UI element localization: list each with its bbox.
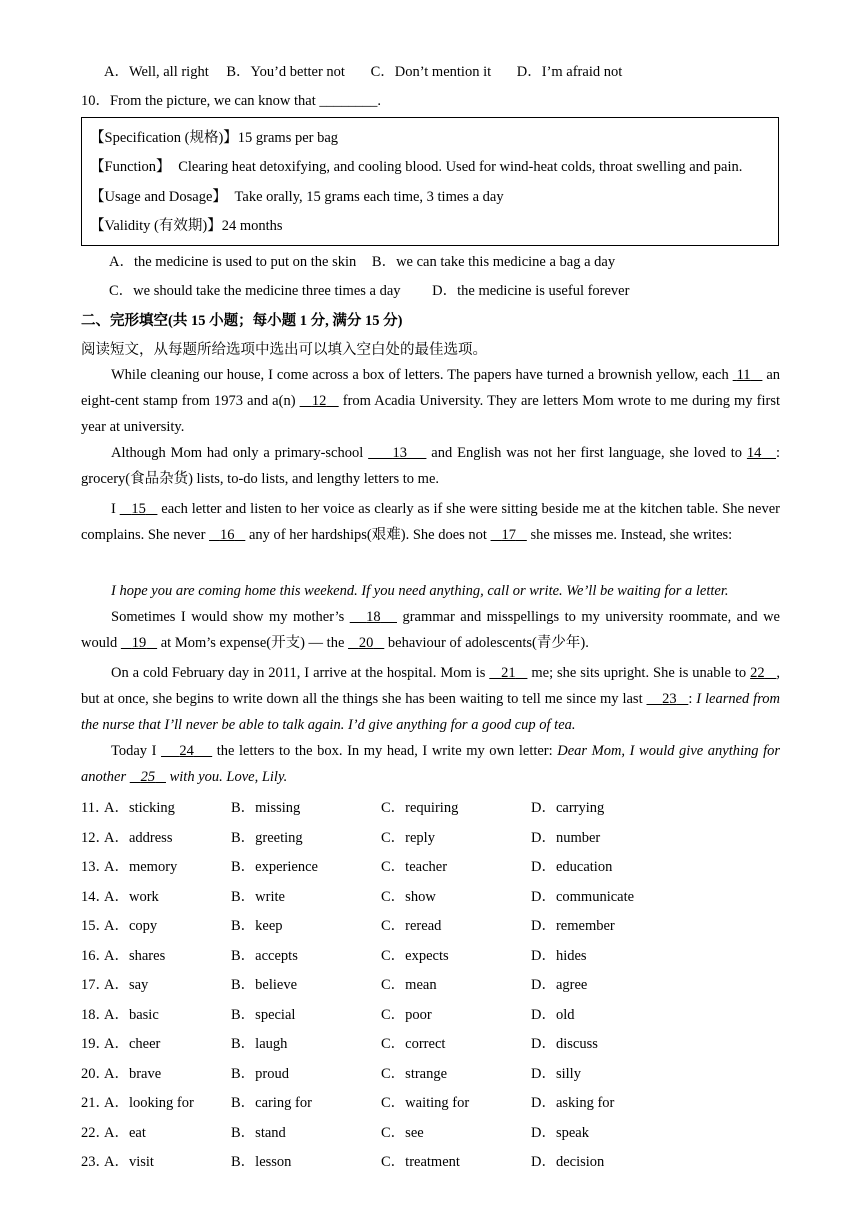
text: I learned from the nurse that I’ll never be able to talk again. I’d give anything for a good cup of tea. bbox=[81, 691, 781, 734]
label-head: 【Validity (有效期)】 bbox=[90, 218, 222, 234]
option-b: B．experience bbox=[231, 859, 318, 875]
label-specification bbox=[90, 126, 338, 147]
option-a: A．basic bbox=[104, 1006, 159, 1023]
question-number: 11． bbox=[81, 800, 110, 816]
text: Today I bbox=[111, 743, 162, 759]
q10-option-a: A．the medicine is used to put on the skin bbox=[109, 254, 357, 270]
blank-12: 12 bbox=[311, 393, 327, 410]
text: from Acadia University. They are letters Mom wrote to me during my first year at university. bbox=[81, 393, 781, 436]
option-a: A．address bbox=[104, 829, 173, 846]
label-function bbox=[90, 155, 742, 176]
text: me; she sits upright. She is unable to bbox=[527, 665, 751, 681]
label-text: Take orally, 15 grams each time, 3 times a day bbox=[230, 189, 504, 205]
option-d: D．decision bbox=[531, 1154, 605, 1170]
option-d: D．asking for bbox=[531, 1095, 615, 1111]
medicine-label-box bbox=[81, 117, 779, 246]
question-row bbox=[81, 826, 781, 846]
option-a: A．say bbox=[104, 977, 149, 993]
option-d: D．speak bbox=[531, 1124, 589, 1141]
label-head: 【Usage and Dosage】 bbox=[90, 189, 227, 205]
question-number: 16． bbox=[81, 947, 110, 964]
option-c: C．poor bbox=[381, 1006, 432, 1023]
text: I bbox=[111, 501, 120, 517]
q10-stem: 10．From the picture, we can know that ________. bbox=[81, 93, 382, 109]
q10-option-c: C．we should take the medicine three times a day bbox=[109, 283, 401, 299]
option-c: C．treatment bbox=[381, 1154, 460, 1170]
label-head: 【Function】 bbox=[90, 159, 171, 175]
option-c: C．teacher bbox=[381, 859, 448, 875]
text: an eight-cent stamp from 1973 and a(n) bbox=[81, 367, 781, 410]
option-a: A．visit bbox=[104, 1154, 154, 1170]
passage-paragraph-3 bbox=[81, 496, 780, 548]
text: the letters to the box. In my head, I write my own letter: bbox=[212, 743, 558, 759]
section-instructions: 阅读短文，从每题所给选项中选出可以填入空白处的最佳选项。 bbox=[81, 342, 487, 358]
text: Sometimes I would show my mother’s bbox=[111, 609, 350, 625]
question-row bbox=[81, 855, 781, 875]
question-number: 20． bbox=[81, 1065, 110, 1082]
question-row bbox=[81, 914, 781, 934]
option-b: B．write bbox=[231, 888, 285, 905]
passage-paragraph-4: I hope you are coming home this weekend. If you need anything, call or write. We’ll be waiting for a letter. bbox=[111, 583, 729, 599]
text: each letter and listen to her voice as clearly as if she were sitting beside me at the kitchen table. She never complains. She never bbox=[81, 501, 780, 544]
text: : grocery(食品杂货) lists, to-do lists, and lengthy letters to me. bbox=[81, 445, 781, 488]
q9-option-c: C．Don’t mention it bbox=[370, 64, 492, 80]
q9-option-a: A．Well, all right bbox=[104, 64, 209, 80]
question-number: 12． bbox=[81, 829, 110, 846]
text: , but at once, she begins to write down all the things she has been waiting to tell me since my last bbox=[81, 665, 781, 708]
blank-20: 20 bbox=[358, 635, 374, 652]
question-number: 13． bbox=[81, 859, 110, 875]
q10-option-b: B．we can take this medicine a bag a day bbox=[371, 254, 616, 270]
option-b: B．stand bbox=[231, 1124, 286, 1141]
text: Dear Mom, I would give anything for another bbox=[81, 743, 781, 786]
question-row bbox=[81, 944, 781, 964]
q9-option-d: D．I’m afraid not bbox=[516, 64, 623, 80]
question-row bbox=[81, 885, 781, 905]
label-text: 15 grams per bag bbox=[237, 130, 339, 146]
blank-18: 18 bbox=[366, 609, 381, 625]
option-d: D．education bbox=[531, 859, 613, 875]
question-row bbox=[81, 1032, 781, 1052]
option-c: C．reply bbox=[381, 829, 435, 846]
option-a: A．work bbox=[104, 888, 159, 905]
blank-11: 11 bbox=[736, 367, 751, 383]
question-number: 22． bbox=[81, 1124, 110, 1141]
text: and English was not her first language, she loved to bbox=[426, 445, 747, 461]
text: any of her hardships(艰难). She does not bbox=[245, 527, 491, 544]
passage-paragraph-6 bbox=[81, 660, 780, 739]
option-a: A．looking for bbox=[104, 1095, 194, 1111]
option-d: D．agree bbox=[531, 977, 588, 993]
question-row bbox=[81, 1121, 781, 1141]
option-b: B．greeting bbox=[231, 829, 303, 846]
blank-13: 13 bbox=[392, 445, 407, 461]
option-b: B．believe bbox=[231, 977, 298, 993]
q10-option-d: D．the medicine is useful forever bbox=[432, 283, 630, 299]
label-validity bbox=[90, 214, 283, 235]
option-c: C．expects bbox=[381, 947, 449, 964]
q9-option-b: B．You’d better not bbox=[226, 64, 345, 80]
option-c: C．reread bbox=[381, 918, 442, 934]
option-d: D．carrying bbox=[531, 800, 605, 816]
question-row bbox=[81, 1003, 781, 1023]
question-row bbox=[81, 1150, 781, 1170]
option-d: D．remember bbox=[531, 918, 615, 934]
blank-21: 21 bbox=[501, 665, 516, 681]
blank-14: 14 bbox=[746, 445, 762, 461]
option-c: C．requiring bbox=[381, 800, 459, 816]
passage-paragraph-2 bbox=[81, 440, 780, 492]
option-d: D．silly bbox=[531, 1065, 581, 1082]
blank-16: 16 bbox=[219, 527, 235, 544]
text: with you. Love, Lily. bbox=[165, 769, 288, 786]
question-row bbox=[81, 1091, 781, 1111]
text: grammar and misspellings to my university roommate, and we would bbox=[81, 609, 780, 652]
blank-23: 23 bbox=[662, 691, 677, 708]
passage-paragraph-5 bbox=[81, 604, 780, 656]
passage-paragraph-1 bbox=[81, 362, 780, 441]
question-number: 23． bbox=[81, 1154, 110, 1170]
option-b: B．proud bbox=[231, 1065, 289, 1082]
label-text: Clearing heat detoxifying, and cooling blood. Used for wind-heat colds, throat swelling and pain. bbox=[174, 159, 743, 175]
option-c: C．waiting for bbox=[381, 1095, 470, 1111]
q9-options bbox=[104, 60, 622, 81]
question-number: 14． bbox=[81, 888, 110, 905]
option-a: A．eat bbox=[104, 1124, 146, 1141]
question-row bbox=[81, 796, 781, 816]
text: On a cold February day in 2011, I arrive at the hospital. Mom is bbox=[111, 665, 490, 681]
option-a: A．shares bbox=[104, 947, 166, 964]
text: at Mom’s expense(开支) — the bbox=[157, 635, 349, 652]
q10-options-row2 bbox=[109, 279, 629, 300]
option-a: A．copy bbox=[104, 918, 158, 934]
passage-paragraph-7 bbox=[81, 738, 780, 790]
label-usage bbox=[90, 185, 504, 206]
question-number: 21． bbox=[81, 1095, 110, 1111]
q10-options-row1 bbox=[109, 250, 615, 271]
option-b: B．caring for bbox=[231, 1095, 312, 1111]
option-c: C．strange bbox=[381, 1065, 448, 1082]
option-b: B．accepts bbox=[231, 947, 298, 964]
text: behaviour of adolescents(青少年). bbox=[384, 635, 589, 652]
text: she misses me. Instead, she writes: bbox=[526, 527, 733, 544]
question-number: 18． bbox=[81, 1006, 110, 1023]
option-a: A．sticking bbox=[104, 800, 175, 816]
text: Although Mom had only a primary-school bbox=[111, 445, 369, 461]
option-a: A．brave bbox=[104, 1065, 162, 1082]
option-d: D．number bbox=[531, 829, 601, 846]
blank-22: 22 bbox=[750, 665, 765, 681]
text: : bbox=[688, 691, 697, 708]
option-d: D．communicate bbox=[531, 888, 635, 905]
blank-17: 17 bbox=[501, 527, 516, 544]
option-b: B．laugh bbox=[231, 1036, 288, 1052]
label-head: 【Specification (规格)】 bbox=[90, 130, 238, 146]
option-a: A．memory bbox=[104, 859, 178, 875]
option-b: B．special bbox=[231, 1006, 296, 1023]
section-title: 二、完形填空(共 15 小题；每小题 1 分, 满分 15 分) bbox=[81, 313, 403, 329]
question-row bbox=[81, 973, 781, 993]
option-b: B．missing bbox=[231, 800, 301, 816]
option-b: B．lesson bbox=[231, 1154, 292, 1170]
option-c: C．show bbox=[381, 888, 436, 905]
option-d: D．old bbox=[531, 1006, 575, 1023]
text: While cleaning our house, I come across a box of letters. The papers have turned a brownish yellow, each bbox=[111, 367, 733, 383]
question-row bbox=[81, 1062, 781, 1082]
option-d: D．discuss bbox=[531, 1036, 598, 1052]
option-d: D．hides bbox=[531, 947, 587, 964]
blank-19: 19 bbox=[131, 635, 147, 652]
option-c: C．see bbox=[381, 1124, 424, 1141]
option-a: A．cheer bbox=[104, 1036, 161, 1052]
label-text: 24 months bbox=[221, 218, 283, 234]
option-c: C．correct bbox=[381, 1036, 446, 1052]
option-b: B．keep bbox=[231, 918, 283, 934]
blank-25: 25 bbox=[140, 769, 156, 786]
question-number: 17． bbox=[81, 977, 110, 993]
question-number: 15． bbox=[81, 918, 110, 934]
question-number: 19． bbox=[81, 1036, 110, 1052]
option-c: C．mean bbox=[381, 977, 437, 993]
blank-15: 15 bbox=[131, 501, 146, 517]
blank-24: 24 bbox=[179, 743, 194, 759]
